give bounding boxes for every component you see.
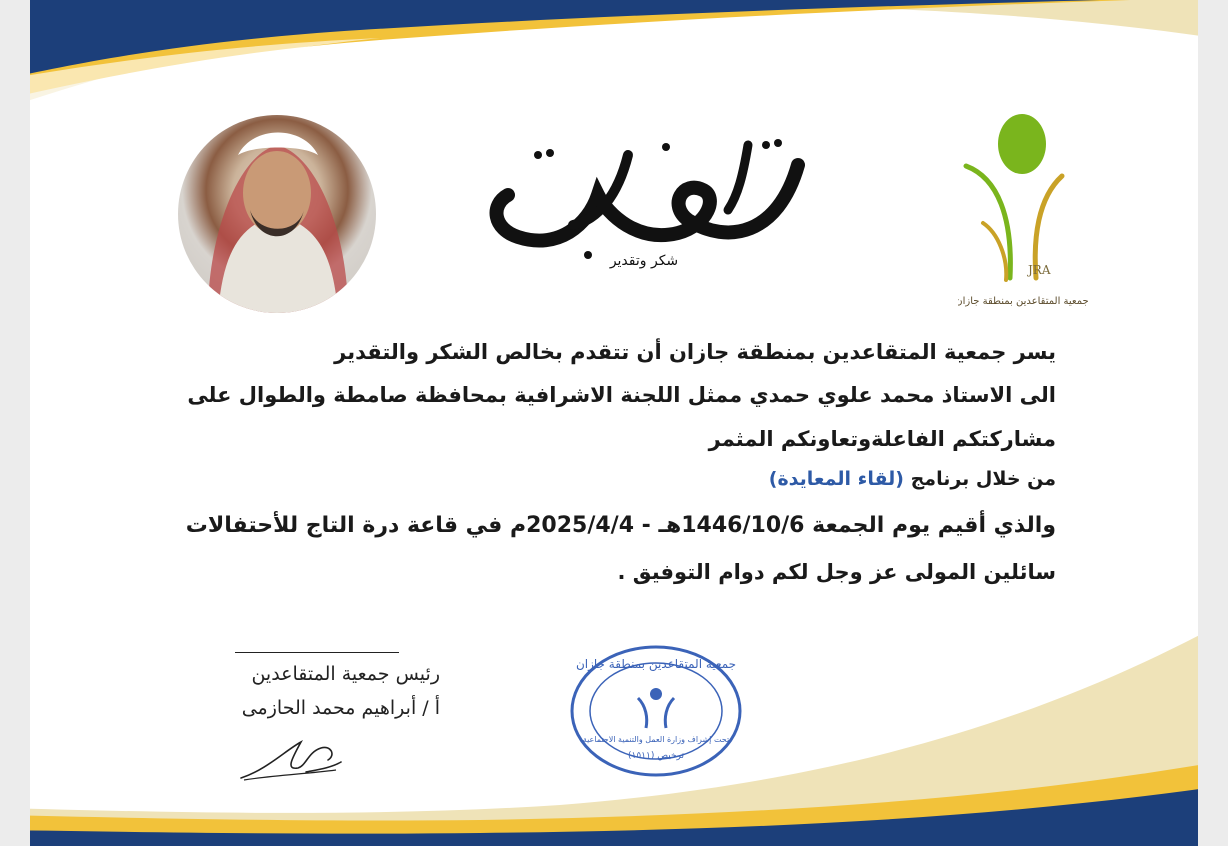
svg-text:شكر وتقدير: شكر وتقدير (609, 253, 679, 269)
handwritten-signature (236, 730, 346, 785)
signatory-name: أ / أبراهيم محمد الحازمى (241, 697, 440, 719)
official-stamp (568, 642, 744, 780)
event-details-line: والذي أقيم يوم الجمعة 1446/10/6هـ - 2025/4/4م في قاعة درة التاج للأحتفالات (185, 513, 1056, 538)
association-logo (958, 108, 1088, 313)
svg-text:JRA: JRA (1028, 263, 1051, 277)
left-margin-band (0, 0, 30, 846)
person-portrait (178, 115, 376, 313)
svg-text:تحت إشراف وزارة العمل والتنمية: تحت إشراف وزارة العمل والتنمية الاجتماعية (582, 735, 730, 744)
svg-text:جمعية المتقاعدين بمنطقة جازان: جمعية المتقاعدين بمنطقة جازان (958, 296, 1088, 307)
thanks-line-1: يسر جمعية المتقاعدين بمنطقة جازان أن تتقدم بخالص الشكر والتقدير (334, 340, 1056, 364)
signatory-title: رئيس جمعية المتقاعدين (251, 663, 440, 685)
svg-text:ترخيص (١٥١١): ترخيص (١٥١١) (627, 751, 685, 761)
thanks-line-3: مشاركتكم الفاعلةوتعاونكم المثمر (708, 427, 1056, 451)
right-margin-band (1198, 0, 1228, 846)
svg-text:جمعية المتقاعدين بمنطقة جازان: جمعية المتقاعدين بمنطقة جازان (575, 657, 737, 671)
signature-line (235, 652, 399, 653)
thanks-line-4 (150, 468, 1056, 490)
program-name: (لقاء المعايدة) (768, 468, 904, 490)
program-prefix: من خلال برنامج (904, 468, 1056, 490)
logo-head-circle (998, 114, 1046, 174)
closing-line: سائلين المولى عز وجل لكم دوام التوفيق . (617, 560, 1056, 584)
thanks-line-2: الى الاستاذ محمد علوي حمدي ممثل اللجنة الاشرافية بمحافظة صامطة والطوال على (187, 383, 1056, 407)
honoree-photo (178, 115, 376, 313)
title-calligraphy (478, 125, 810, 275)
